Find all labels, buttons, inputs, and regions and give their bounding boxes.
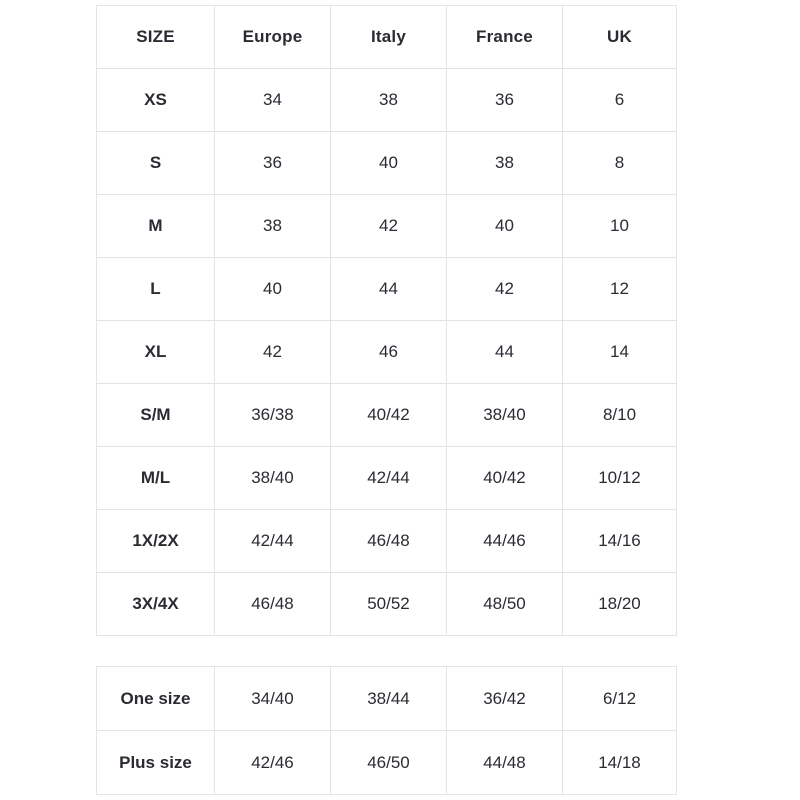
row-label: S/M xyxy=(97,384,215,447)
table-row xyxy=(97,447,677,510)
cell-italy: 40 xyxy=(331,132,447,195)
cell-uk: 10 xyxy=(563,195,677,258)
cell-europe: 38/40 xyxy=(215,447,331,510)
row-label: XL xyxy=(97,321,215,384)
cell-europe: 36/38 xyxy=(215,384,331,447)
row-label: XS xyxy=(97,69,215,132)
cell-france: 44/46 xyxy=(447,510,563,573)
cell-france: 36/42 xyxy=(447,667,563,731)
one-size-table-container xyxy=(96,666,676,795)
row-label: 1X/2X xyxy=(97,510,215,573)
table-header-row-group xyxy=(97,6,677,69)
cell-europe: 34/40 xyxy=(215,667,331,731)
row-label-plus-size: Plus size xyxy=(97,731,215,795)
cell-uk: 18/20 xyxy=(563,573,677,636)
cell-uk: 10/12 xyxy=(563,447,677,510)
cell-italy: 46/50 xyxy=(331,731,447,795)
row-label: M/L xyxy=(97,447,215,510)
column-header-italy: Italy xyxy=(331,6,447,69)
cell-france: 44 xyxy=(447,321,563,384)
cell-europe: 38 xyxy=(215,195,331,258)
table-header-row xyxy=(97,6,677,69)
cell-uk: 14 xyxy=(563,321,677,384)
cell-france: 42 xyxy=(447,258,563,321)
table-row xyxy=(97,731,677,795)
cell-italy: 50/52 xyxy=(331,573,447,636)
cell-france: 36 xyxy=(447,69,563,132)
table-row xyxy=(97,195,677,258)
table-row xyxy=(97,321,677,384)
cell-uk: 14/16 xyxy=(563,510,677,573)
cell-france: 38 xyxy=(447,132,563,195)
cell-italy: 38/44 xyxy=(331,667,447,731)
cell-italy: 40/42 xyxy=(331,384,447,447)
row-label-one-size: One size xyxy=(97,667,215,731)
cell-italy: 42/44 xyxy=(331,447,447,510)
cell-france: 38/40 xyxy=(447,384,563,447)
row-label: 3X/4X xyxy=(97,573,215,636)
cell-france: 48/50 xyxy=(447,573,563,636)
cell-uk: 8 xyxy=(563,132,677,195)
table-row xyxy=(97,69,677,132)
cell-uk: 14/18 xyxy=(563,731,677,795)
one-size-plus-size-table xyxy=(96,666,677,795)
cell-europe: 42/44 xyxy=(215,510,331,573)
cell-europe: 42/46 xyxy=(215,731,331,795)
row-label: L xyxy=(97,258,215,321)
row-label: S xyxy=(97,132,215,195)
cell-europe: 36 xyxy=(215,132,331,195)
column-header-france: France xyxy=(447,6,563,69)
cell-uk: 6 xyxy=(563,69,677,132)
cell-italy: 44 xyxy=(331,258,447,321)
cell-europe: 34 xyxy=(215,69,331,132)
table-row xyxy=(97,573,677,636)
column-header-size: SIZE xyxy=(97,6,215,69)
table-row xyxy=(97,510,677,573)
main-size-table-container xyxy=(96,5,676,636)
cell-italy: 46 xyxy=(331,321,447,384)
cell-uk: 8/10 xyxy=(563,384,677,447)
cell-italy: 42 xyxy=(331,195,447,258)
table-body xyxy=(97,69,677,636)
column-header-europe: Europe xyxy=(215,6,331,69)
table-row xyxy=(97,384,677,447)
cell-europe: 40 xyxy=(215,258,331,321)
table-row xyxy=(97,258,677,321)
international-size-conversion-table xyxy=(96,5,677,636)
row-label: M xyxy=(97,195,215,258)
table-row xyxy=(97,132,677,195)
cell-uk: 6/12 xyxy=(563,667,677,731)
cell-uk: 12 xyxy=(563,258,677,321)
column-header-uk: UK xyxy=(563,6,677,69)
table-row xyxy=(97,667,677,731)
table-body xyxy=(97,667,677,795)
cell-italy: 38 xyxy=(331,69,447,132)
cell-europe: 46/48 xyxy=(215,573,331,636)
cell-europe: 42 xyxy=(215,321,331,384)
cell-france: 40/42 xyxy=(447,447,563,510)
cell-france: 44/48 xyxy=(447,731,563,795)
cell-france: 40 xyxy=(447,195,563,258)
cell-italy: 46/48 xyxy=(331,510,447,573)
